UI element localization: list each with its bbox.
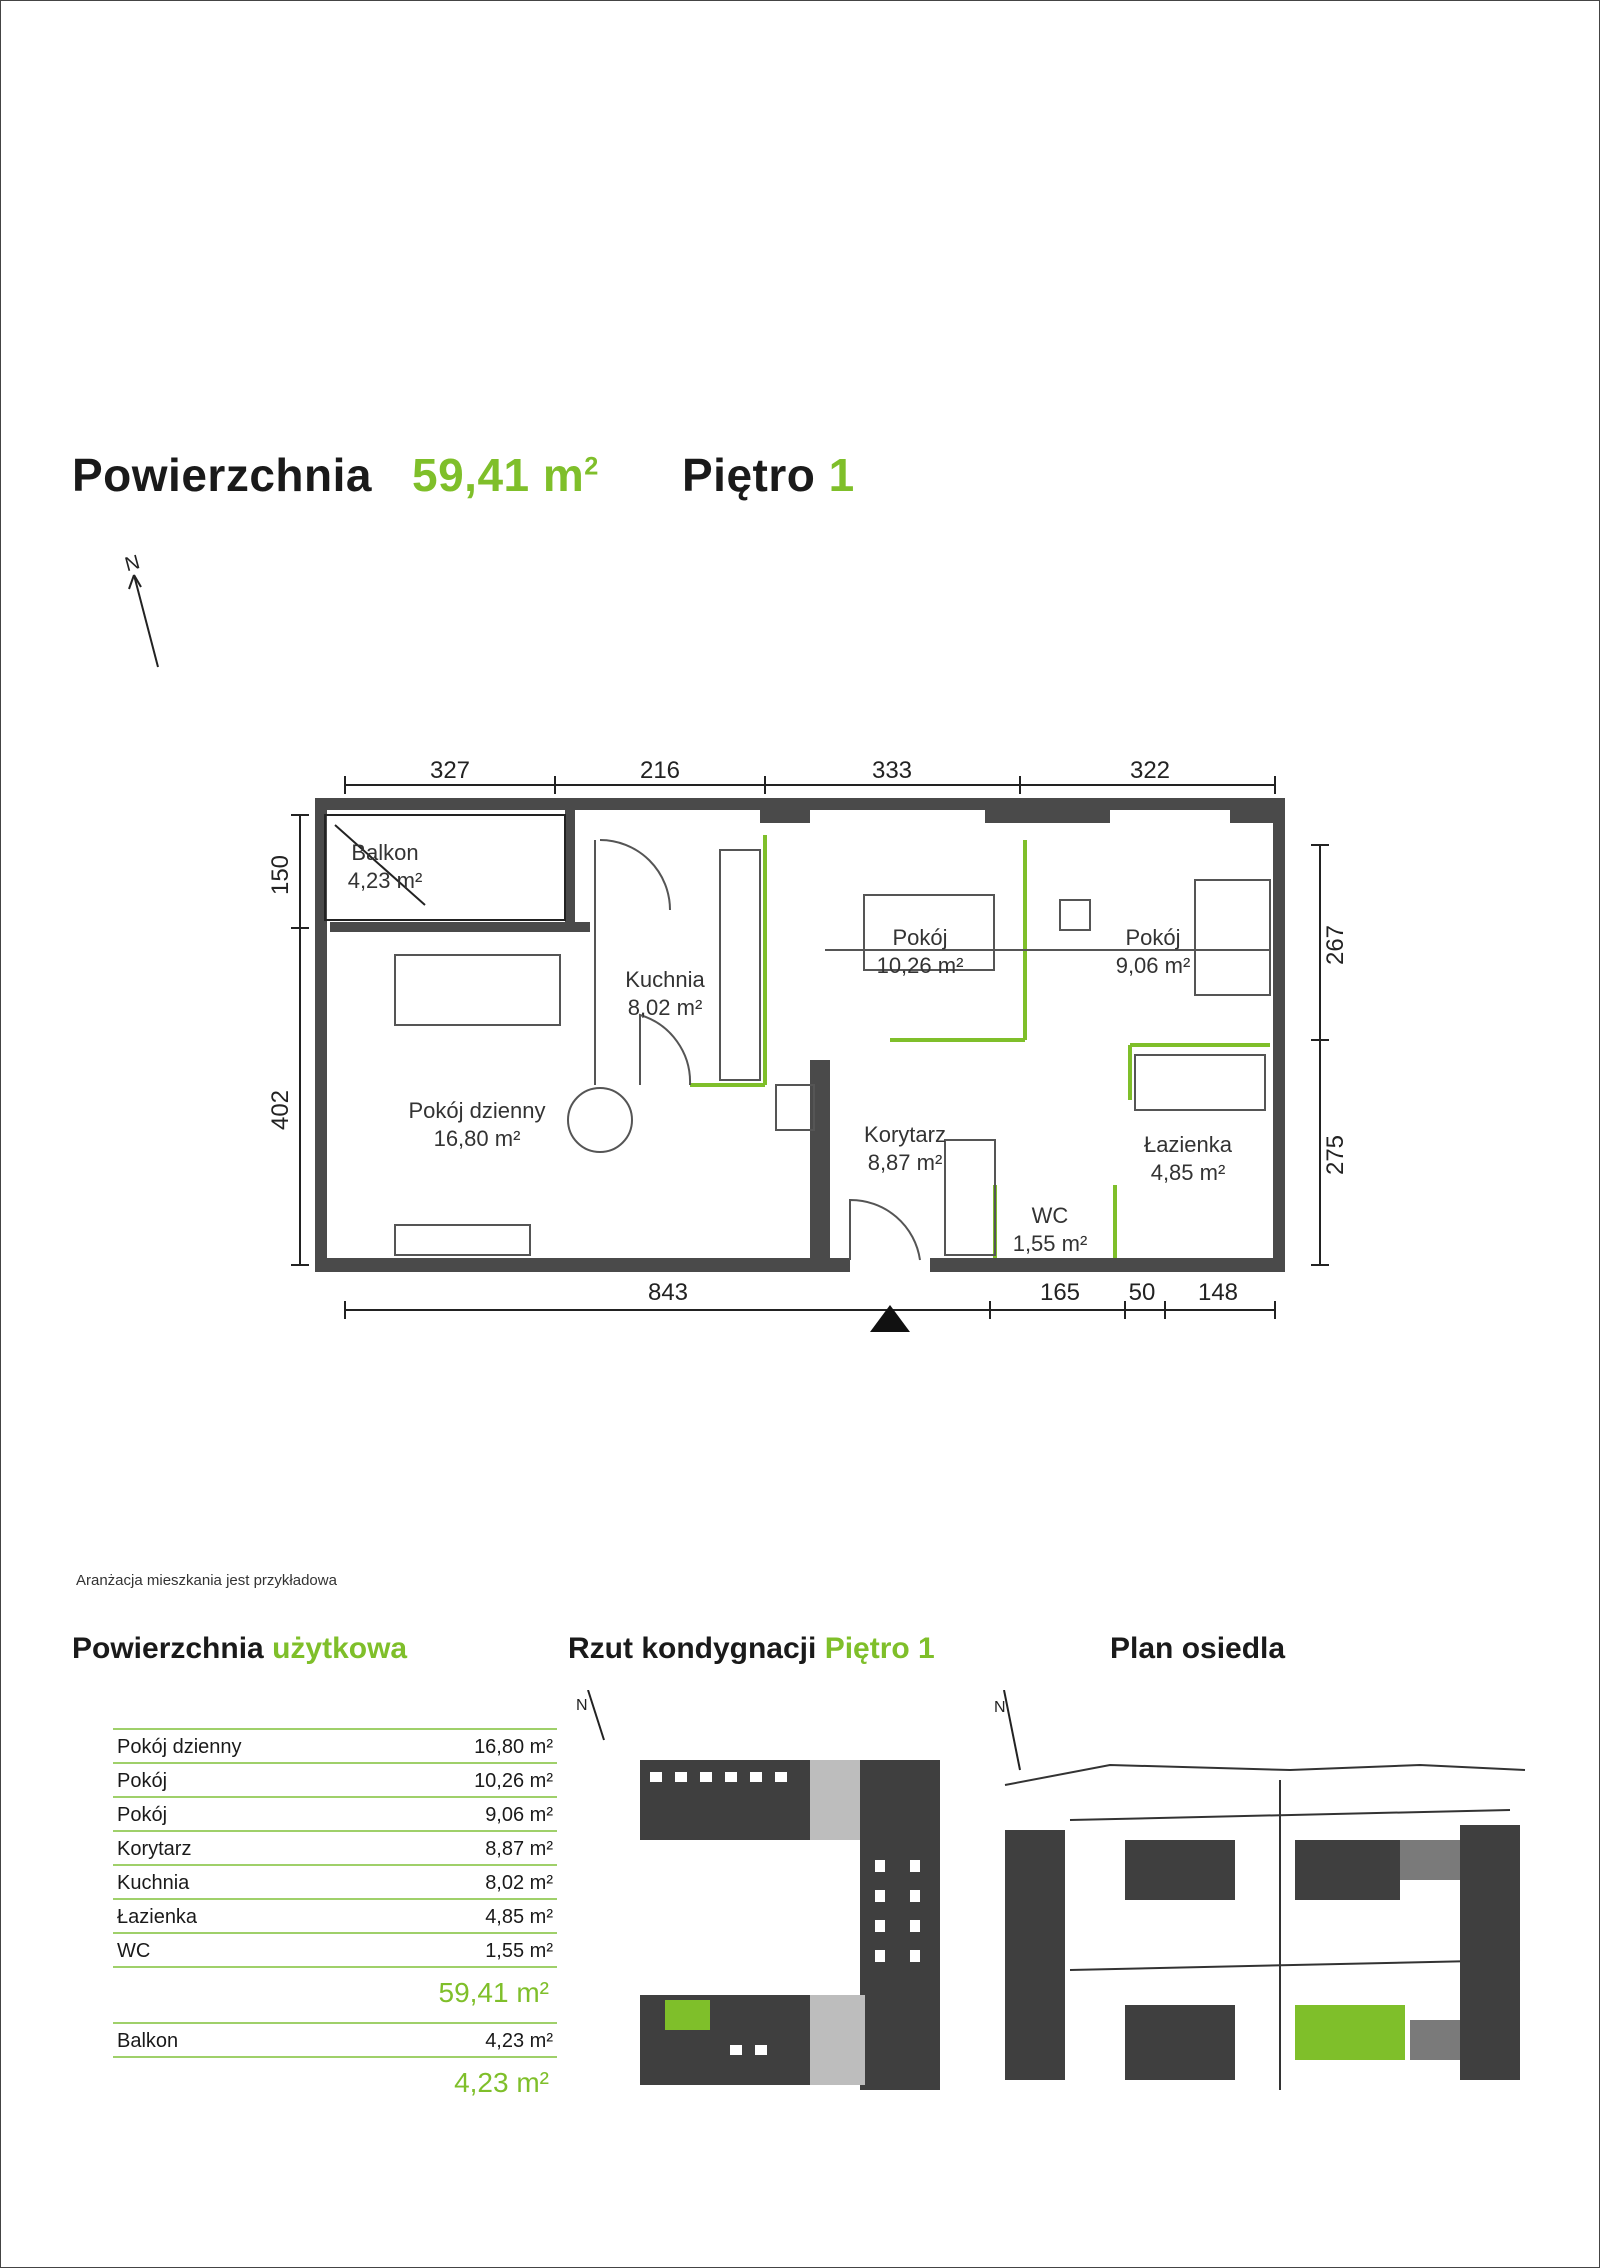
room-balkon-name: Balkon: [351, 840, 419, 865]
svg-text:N: N: [576, 1697, 588, 1714]
area-value: 59,41 $m^2$: [412, 449, 599, 501]
table-row: Pokój 10,26 m²: [113, 1764, 557, 1798]
area-label: Powierzchnia: [72, 449, 372, 501]
north-arrow-icon: [115, 545, 175, 675]
dim-bottom-2: 165: [1039, 1279, 1081, 1306]
arrangement-note: Aranżacja mieszkania jest przykładowa: [76, 1572, 337, 1589]
dim-top-3: 333: [871, 757, 913, 784]
dim-top-4: 322: [1129, 757, 1171, 784]
balcony-total: 4,23 m²: [454, 2067, 549, 2098]
room-dzienny-area: 16,80 m²: [433, 1126, 521, 1151]
room-pokoj2-area: 9,06 m²: [1115, 953, 1191, 978]
dim-left-2: 402: [267, 1089, 294, 1131]
table-row: Pokój 9,06 m²: [113, 1798, 557, 1832]
room-lazienka-area: 4,85 m²: [1150, 1160, 1226, 1185]
building-highlight: [1295, 2005, 1405, 2060]
floor-plan: [0, 740, 1600, 1340]
dim-top-2: 216: [639, 757, 681, 784]
room-kuchnia-name: Kuchnia: [625, 967, 705, 992]
room-wc-area: 1,55 m²: [1012, 1231, 1088, 1256]
floor-value: 1: [828, 449, 855, 501]
usable-total: 59,41 m²: [438, 1977, 549, 2008]
dim-right-1: 267: [1322, 924, 1349, 966]
table-row: Pokój dzienny 16,80 m²: [113, 1728, 557, 1764]
svg-text:N: N: [122, 551, 143, 577]
room-balkon-area: 4,23 m²: [347, 868, 423, 893]
apartment-highlight: [665, 2000, 710, 2030]
dim-bottom-4: 148: [1197, 1279, 1239, 1306]
room-korytarz-area: 8,87 m²: [867, 1150, 943, 1175]
floor-label: Piętro: [682, 449, 816, 501]
building-floor-plan: [570, 1690, 970, 2090]
room-pokoj2-name: Pokój: [1125, 925, 1181, 950]
table-row: Korytarz 8,87 m²: [113, 1832, 557, 1866]
dim-bottom-3: 50: [1128, 1279, 1156, 1306]
dim-top-1: 327: [429, 757, 471, 784]
table-row: WC 1,55 m²: [113, 1934, 557, 1968]
estate-plan-title: Plan osiedla: [1110, 1632, 1286, 1665]
dim-bottom-1: 843: [647, 1279, 689, 1306]
floor-projection-title: Rzut kondygnacji Piętro 1: [568, 1632, 935, 1665]
room-dzienny-name: Pokój dzienny: [408, 1098, 546, 1123]
estate-site-plan: [990, 1690, 1530, 2090]
room-lazienka-name: Łazienka: [1143, 1132, 1233, 1157]
dim-left-1: 150: [267, 854, 294, 896]
svg-text:N: N: [994, 1699, 1006, 1716]
north-arrow-icon: [588, 1690, 604, 1740]
usable-area-title: Powierzchnia użytkowa: [72, 1632, 408, 1665]
dim-right-2: 275: [1322, 1134, 1349, 1176]
table-row: Łazienka 4,85 m²: [113, 1900, 557, 1934]
room-pokoj1-name: Pokój: [892, 925, 948, 950]
table-row: Kuchnia 8,02 m²: [113, 1866, 557, 1900]
room-pokoj1-area: 10,26 m²: [876, 953, 964, 978]
balcony-row: Balkon 4,23 m²: [113, 2022, 557, 2058]
room-korytarz-name: Korytarz: [864, 1122, 946, 1147]
area-heading: [72, 448, 372, 502]
north-arrow-icon: [1004, 1690, 1020, 1770]
room-wc-name: WC: [1031, 1203, 1069, 1228]
area-table: [113, 1728, 557, 2106]
room-kuchnia-area: 8,02 m²: [627, 995, 703, 1020]
floor-heading: [682, 448, 855, 502]
